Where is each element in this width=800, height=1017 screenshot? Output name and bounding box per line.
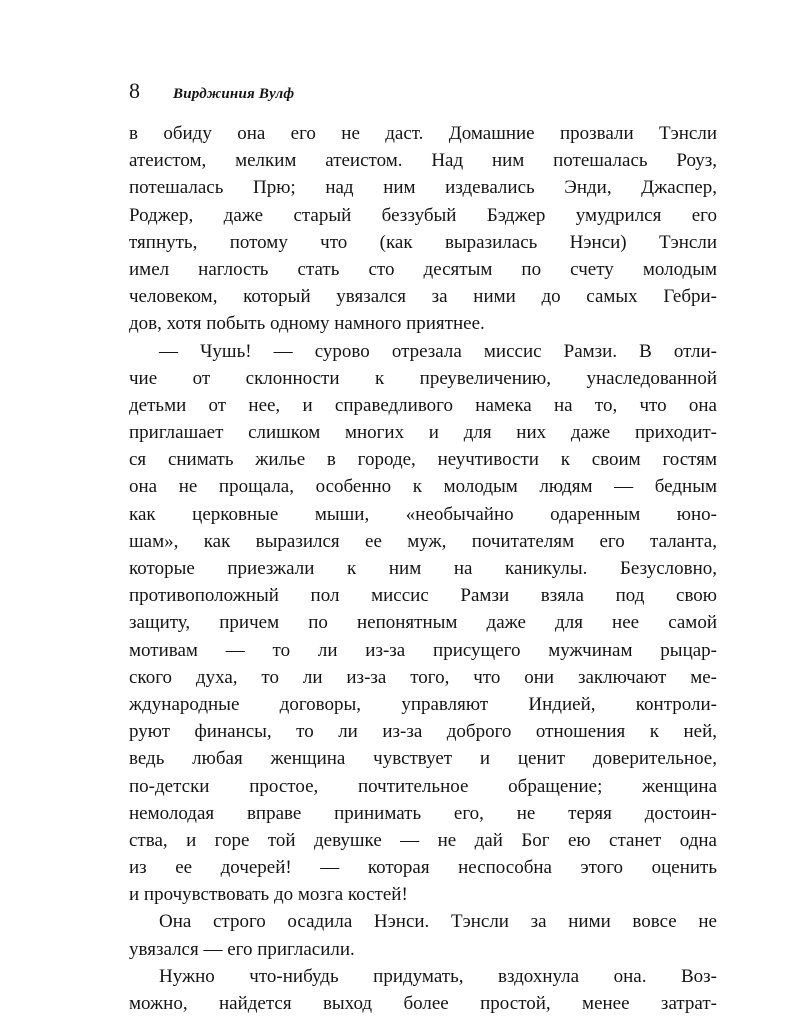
body-text xyxy=(129,120,717,1017)
text-line: мотивам — то ли из-за присущего мужчинам рыцар- xyxy=(129,639,717,661)
paragraph xyxy=(129,338,717,909)
text-line: имел наглость стать сто десятым по счету молодым xyxy=(129,258,717,280)
text-line: можно, найдется выход более простой, менее затрат- xyxy=(129,993,717,1014)
text-line: увязался — его пригласили. xyxy=(129,938,355,960)
text-line: она не прощала, особенно к молодым людям — бедным xyxy=(129,476,717,498)
book-page xyxy=(129,78,717,1017)
text-line: по-детски простое, почтительное обращение; женщина xyxy=(129,775,717,797)
text-line: руют финансы, то ли из-за доброго отношения к ней, xyxy=(129,721,717,743)
text-line: Нужно что-нибудь придумать, вздохнула она. Воз- xyxy=(159,965,717,987)
text-line: защиту, причем по непонятным даже для нее самой xyxy=(129,612,717,634)
text-line: Она строго осадила Нэнси. Тэнсли за ними вовсе не xyxy=(159,911,717,933)
text-line: человеком, который увязался за ними до самых Гебри- xyxy=(129,286,717,308)
text-line: потешалась Прю; над ним издевались Энди, Джаспер, xyxy=(129,177,717,199)
text-line: из ее дочерей! — которая неспособна этого оценить xyxy=(129,857,717,879)
text-line: ского духа, то ли из-за того, что они заключают ме- xyxy=(129,666,717,688)
text-line: детьми от нее, и справедливого намека на то, что она xyxy=(129,394,717,416)
text-line: которые приезжали к ним на каникулы. Безусловно, xyxy=(129,558,717,579)
text-line: ся снимать жилье в городе, неучтивости к своим гостям xyxy=(129,449,717,471)
text-line: шам», как выразился ее муж, почитателям его таланта, xyxy=(129,530,717,552)
text-line: Роджер, даже старый беззубый Бэджер умудрился его xyxy=(129,204,717,226)
running-head-author: Вирджиния Вулф xyxy=(173,86,295,102)
text-line: немолодая вправе принимать его, не теряя достоин- xyxy=(129,802,717,824)
text-line: приглашает слишком многих и для них даже приходит- xyxy=(129,422,717,444)
text-line: ждународные договоры, управляют Индией, контроли- xyxy=(129,693,717,715)
text-line: и прочувствовать до мозга костей! xyxy=(129,884,408,906)
paragraph xyxy=(129,963,717,1017)
text-line: атеистом, мелким атеистом. Над ним потешалась Роуз, xyxy=(129,150,717,172)
text-line: тяпнуть, потому что (как выразилась Нэнси) Тэнсли xyxy=(129,231,717,253)
text-line: дов, хотя побыть одному намного приятнее. xyxy=(129,313,485,335)
text-line: как церковные мыши, «необычайно одаренным юно- xyxy=(129,503,717,525)
text-line: в обиду она его не даст. Домашние прозвали Тэнсли xyxy=(129,123,717,144)
paragraph xyxy=(129,120,717,338)
paragraph xyxy=(129,908,717,962)
text-line: ведь любая женщина чувствует и ценит доверительное, xyxy=(129,748,717,770)
text-line: — Чушь! — сурово отрезала миссис Рамзи. В отли- xyxy=(159,340,717,362)
text-line: чие от склонности к преувеличению, унаследованной xyxy=(129,367,717,389)
running-head xyxy=(129,78,717,108)
text-line: противоположный пол миссис Рамзи взяла под свою xyxy=(129,585,717,607)
text-line: ства, и горе той девушке — не дай Бог ею станет одна xyxy=(129,829,717,851)
page-number: 8 xyxy=(129,78,140,103)
